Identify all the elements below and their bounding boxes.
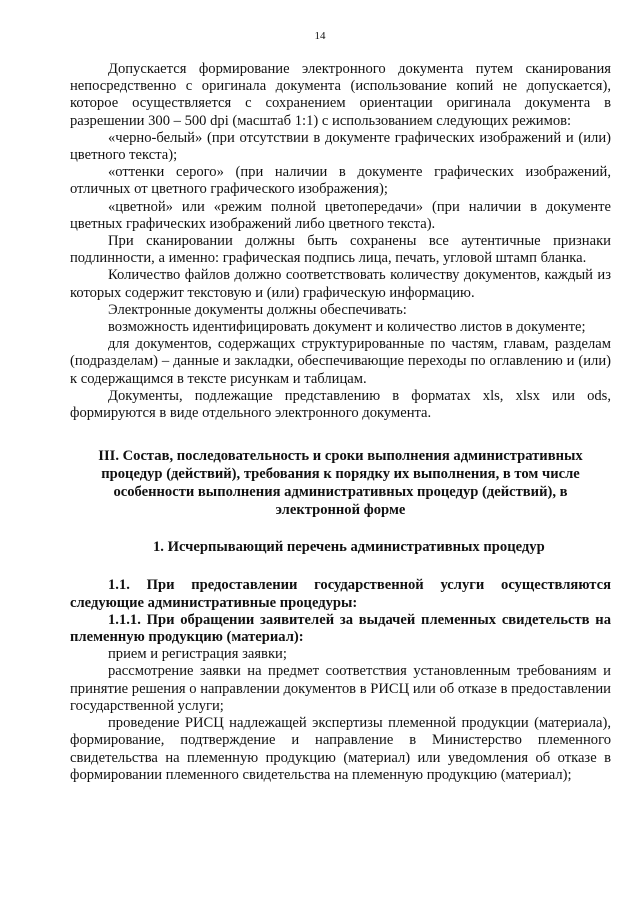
list-item: прием и регистрация заявки; <box>108 646 287 663</box>
subsection-heading: 1. Исчерпывающий перечень административных процедур <box>153 539 545 556</box>
page-number: 14 <box>314 30 326 42</box>
list-item: проведение РИСЦ надлежащей экспертизы племенной продукции (материала), формирование, подтверждение и направление в Министерство племенного свидетельства на племенную продукцию (материал) или уведомления об отказе в формировании племенного свидетельства на племенную продукцию (материал); <box>70 715 611 783</box>
document-body <box>70 61 611 784</box>
clause-1-1: 1.1. При предоставлении государственной услуги осуществляются следующие административные процедуры: <box>70 577 611 611</box>
paragraph: Допускается формирование электронного документа путем сканирования непосредственно с оригинала документа (использование копий не допускается), которое осуществляется с сохранением ориентации оригинала документа в разрешении 300 – 500 dpi (масштаб 1:1) с использованием следующих режимов: <box>70 61 611 129</box>
section-heading: III. Состав, последовательность и сроки выполнения административных процедур (действий), требования к порядку их выполнения, в том числе особенности выполнения административных процедур (действий), в электронной форме <box>98 448 583 519</box>
clause-1-1-1: 1.1.1. При обращении заявителей за выдачей племенных свидетельств на племенную продукцию (материал): <box>70 611 611 646</box>
paragraph: возможность идентифицировать документ и количество листов в документе; <box>108 319 586 336</box>
paragraph: Документы, подлежащие представлению в форматах xls, xlsx или ods, формируются в виде отдельного электронного документа. <box>70 387 611 422</box>
paragraph: «оттенки серого» (при наличии в документе графических изображений, отличных от цветного графического изображения); <box>70 164 611 198</box>
paragraph: Электронные документы должны обеспечивать: <box>108 301 407 318</box>
paragraph: «цветной» или «режим полной цветопередачи» (при наличии в документе цветных графических изображений либо цветного текста). <box>70 198 611 232</box>
paragraph: Количество файлов должно соответствовать количеству документов, каждый из которых содержит текстовую и (или) графическую информацию. <box>70 267 611 301</box>
paragraph: При сканировании должны быть сохранены все аутентичные признаки подлинности, а именно: графическая подпись лица, печать, угловой штамп бланка. <box>70 233 611 267</box>
list-item: рассмотрение заявки на предмет соответствия установленным требованиям и принятие решения о направлении документов в РИСЦ или об отказе в предоставлении государственной услуги; <box>70 663 611 714</box>
paragraph: «черно-белый» (при отсутствии в документе графических изображений и (или) цветного текста); <box>70 129 611 164</box>
paragraph: для документов, содержащих структурированные по частям, главам, разделам (подразделам) – данные и закладки, обеспечивающие переходы по оглавлению и (или) к содержащимся в тексте рисункам и таблицам. <box>70 336 611 387</box>
